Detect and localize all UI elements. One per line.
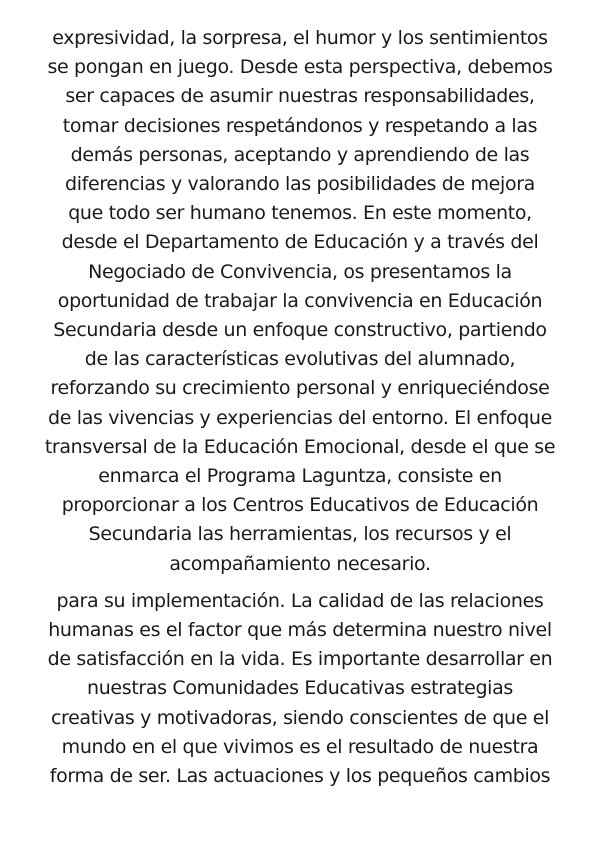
text-line: demás personas, aceptando y aprendiendo de las bbox=[70, 143, 530, 166]
text-line: de las características evolutivas del alumnado, bbox=[84, 348, 516, 371]
text-line: oportunidad de trabajar la convivencia en Educación bbox=[57, 289, 543, 312]
text-line: de las vivencias y experiencias del entorno. El enfoque bbox=[48, 406, 552, 429]
text-line: nuestras Comunidades Educativas estrategias bbox=[87, 677, 513, 700]
text-line: Negociado de Convivencia, os presentamos la bbox=[88, 260, 512, 283]
text-line: ser capaces de asumir nuestras responsabilidades, bbox=[65, 85, 535, 108]
text-line: tomar decisiones respetándonos y respetando a las bbox=[62, 114, 538, 137]
text-line: reforzando su crecimiento personal y enriqueciéndose bbox=[50, 377, 550, 400]
text-line: humanas es el factor que más determina nuestro nivel bbox=[48, 619, 552, 642]
text-line: enmarca el Programa Laguntza, consiste en bbox=[98, 465, 502, 488]
text-line: transversal de la Educación Emocional, desde el que se bbox=[44, 435, 556, 458]
text-line: que todo ser humano tenemos. En este momento, bbox=[68, 202, 532, 225]
paragraph-1 bbox=[22, 24, 578, 579]
text-line: diferencias y valorando las posibilidades de mejora bbox=[65, 173, 535, 196]
text-line: proporcionar a los Centros Educativos de Educación bbox=[61, 494, 539, 517]
paragraph-2 bbox=[22, 587, 578, 791]
text-line: creativas y motivadoras, siendo conscientes de que el bbox=[50, 706, 550, 729]
text-line: se pongan en juego. Desde esta perspectiva, debemos bbox=[47, 56, 553, 79]
text-line: Secundaria desde un enfoque constructivo, partiendo bbox=[53, 319, 547, 342]
text-line: forma de ser. Las actuaciones y los pequeños cambios bbox=[49, 765, 551, 788]
text-line: desde el Departamento de Educación y a través del bbox=[61, 231, 539, 254]
text-line: para su implementación. La calidad de las relaciones bbox=[56, 589, 544, 612]
text-line: mundo en el que vivimos es el resultado de nuestra bbox=[61, 735, 539, 758]
document-page bbox=[22, 24, 578, 791]
text-line: expresividad, la sorpresa, el humor y los sentimientos bbox=[52, 27, 548, 49]
text-line: de satisfacción en la vida. Es importante desarrollar en bbox=[47, 648, 553, 671]
text-line: acompañamiento necesario. bbox=[169, 552, 431, 575]
text-line: Secundaria las herramientas, los recursos y el bbox=[88, 523, 512, 546]
